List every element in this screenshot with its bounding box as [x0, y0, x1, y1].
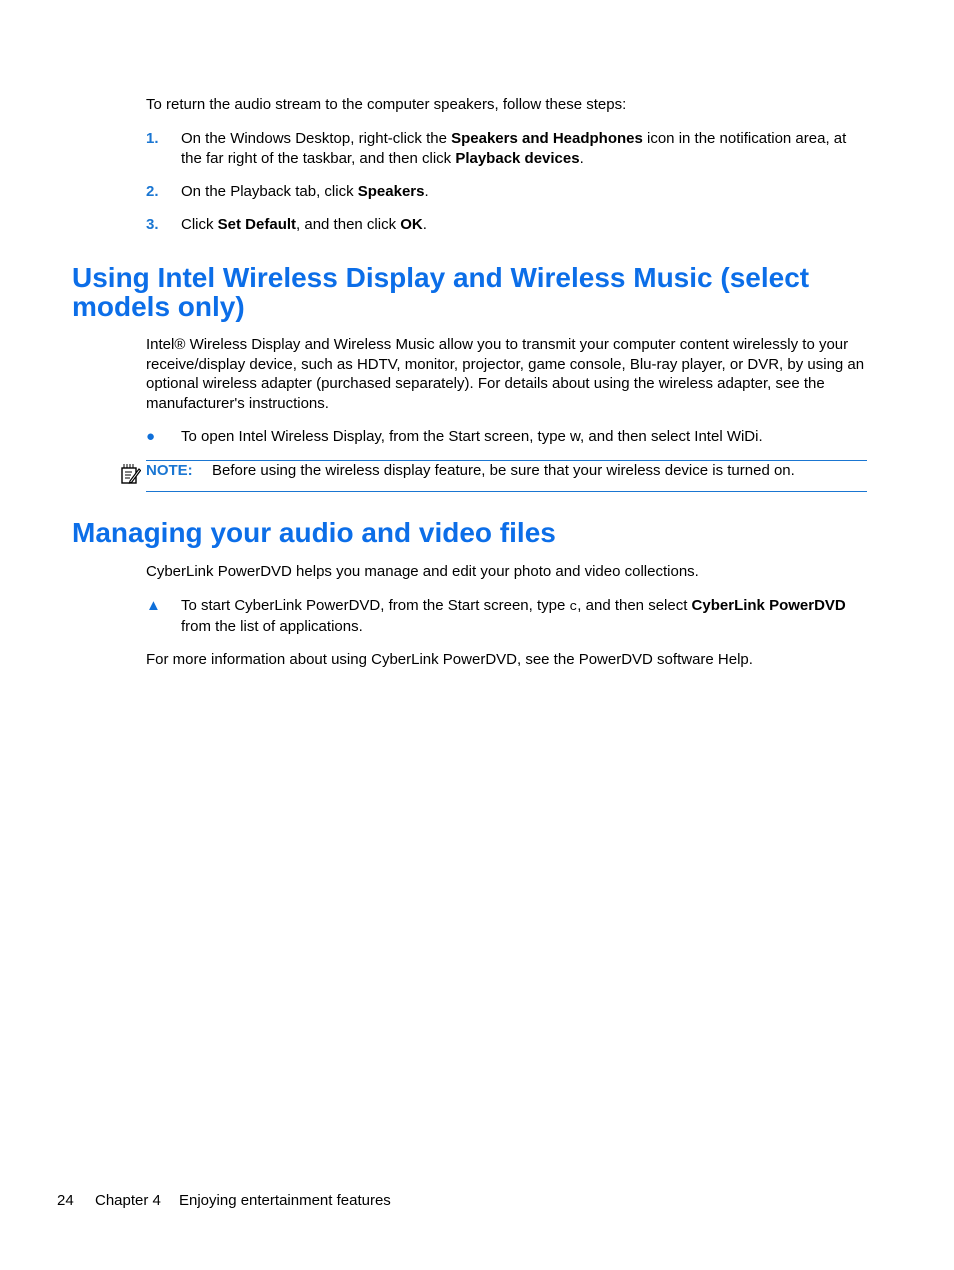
list-item: [146, 129, 870, 168]
step-number: 1.: [146, 130, 159, 147]
chapter-label: Chapter 4: [95, 1192, 161, 1209]
more-info-paragraph: For more information about using CyberLink PowerDVD, see the PowerDVD software Help.: [146, 651, 753, 668]
note-text: Before using the wireless display feature, be sure that your wireless device is turned on.: [212, 462, 795, 479]
note-box: [146, 460, 867, 492]
step-text: On the Windows Desktop, right-click the Speakers and Headphones icon in the notification area, at the far right of the taskbar, and then click Playback devices.: [181, 130, 847, 167]
note-icon: [119, 462, 141, 486]
triangle-icon: ▲: [146, 597, 161, 614]
step-text: Click Set Default, and then click OK.: [181, 216, 427, 233]
section-heading-media: Managing your audio and video files: [72, 517, 556, 548]
section-heading-widi: Using Intel Wireless Display and Wireless Music (select models only): [72, 262, 810, 322]
bullet-text: To open Intel Wireless Display, from the Start screen, type w, and then select Intel WiDi.: [181, 428, 763, 445]
list-item: [146, 182, 870, 202]
bullet-icon: ●: [146, 428, 156, 445]
note-label: NOTE:: [146, 462, 193, 479]
list-item: [146, 596, 870, 636]
step-text: To start CyberLink PowerDVD, from the Start screen, type c, and then select CyberLink PowerDVD from the list of applications.: [181, 597, 846, 635]
step-number: 3.: [146, 216, 159, 233]
media-paragraph: CyberLink PowerDVD helps you manage and edit your photo and video collections.: [146, 563, 699, 580]
page-footer: [57, 1192, 391, 1209]
intro-paragraph: To return the audio stream to the computer speakers, follow these steps:: [146, 96, 627, 113]
chapter-title: Enjoying entertainment features: [179, 1192, 391, 1209]
page-number: 24: [57, 1192, 74, 1209]
list-item: [146, 215, 870, 235]
step-text: On the Playback tab, click Speakers.: [181, 183, 429, 200]
widi-paragraph: Intel® Wireless Display and Wireless Music allow you to transmit your computer content wirelessly to your receive/display device, such as HDTV, monitor, projector, game console, Blu-ray player, or DVR, by using an optional wireless adapter (purchased separately). For details about using the wireless adapter, see the manufacturer's instructions.: [146, 336, 865, 412]
list-item: [146, 427, 870, 447]
step-number: 2.: [146, 183, 159, 200]
